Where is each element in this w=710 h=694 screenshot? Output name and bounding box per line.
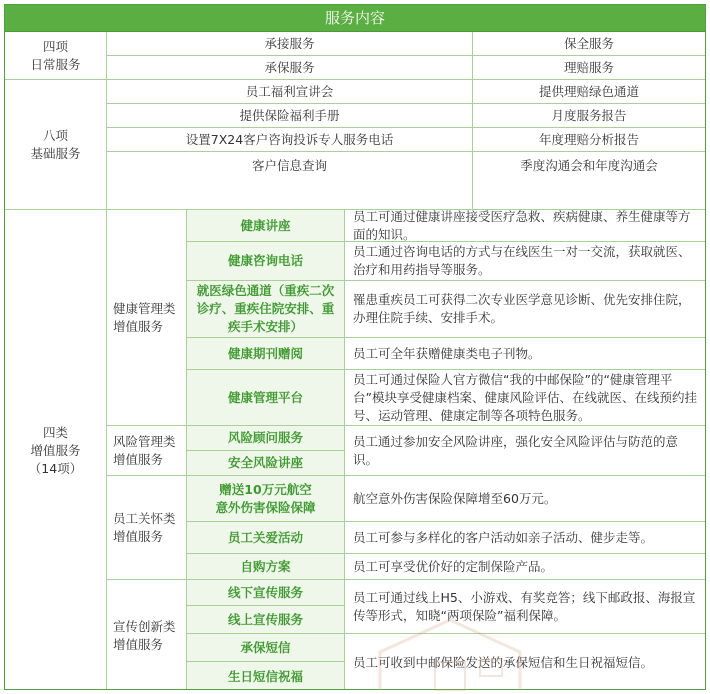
service-name: 健康期刊赠阅 [187, 338, 345, 370]
care-category-line1: 员工关怀类 [113, 510, 176, 526]
service-name: 线下宣传服务 [187, 580, 345, 606]
service-name: 风险顾问服务 [187, 426, 345, 451]
service-desc: 员工可全年获赠健康类电子刊物。 [345, 338, 705, 370]
service-desc: 员工可参与多样化的客户活动如亲子活动、健步走等。 [345, 522, 705, 554]
basic-item: 提供理赔绿色通道 [473, 80, 705, 104]
service-name: 健康管理平台 [187, 370, 345, 426]
value-added-label [5, 210, 107, 690]
basic-item: 设置7X24客户咨询投诉专人服务电话 [107, 128, 473, 152]
service-name: 自购方案 [187, 554, 345, 580]
service-name: 安全风险讲座 [187, 451, 345, 476]
risk-category-line1: 风险管理类 [113, 433, 176, 449]
care-category-line2: 增值服务 [113, 528, 164, 544]
service-desc: 罹患重疾员工可获得二次专业医学意见诊断、优先安排住院，办理住院手续、安排手术。 [345, 281, 705, 338]
value-added-line3: （14项） [28, 460, 83, 476]
service-name: 线上宣传服务 [187, 606, 345, 634]
risk-category-line2: 增值服务 [113, 451, 164, 467]
basic-item: 提供保险福利手册 [107, 104, 473, 128]
promo-category-line2: 增值服务 [113, 636, 164, 652]
service-desc: 员工通过咨询电话的方式与在线医生一对一交流，获取就医、治疗和用药指导等服务。 [345, 242, 705, 281]
basic-services-label [5, 80, 107, 210]
value-added-line1: 四类 [42, 424, 68, 440]
basic-label-line1: 八项 [42, 127, 68, 143]
service-name: 承保短信 [187, 634, 345, 662]
daily-label-line2: 日常服务 [30, 56, 81, 72]
risk-category [107, 426, 187, 476]
daily-services-label [5, 32, 107, 80]
basic-item: 员工福利宣讲会 [107, 80, 473, 104]
service-desc: 员工可通过线上H5、小游戏、有奖竞答；线下邮政报、海报宣传等形式，知晓“两项保险”福利保障。 [345, 580, 705, 634]
service-table [4, 4, 706, 690]
health-category [107, 210, 187, 426]
service-name: 健康讲座 [187, 210, 345, 242]
promo-category-line1: 宣传创新类 [113, 618, 176, 634]
health-category-line1: 健康管理类 [113, 300, 176, 316]
service-name: 生日短信祝福 [187, 662, 345, 690]
table-title: 服务内容 [5, 5, 705, 32]
care-category [107, 476, 187, 580]
daily-label-line1: 四项 [42, 38, 68, 54]
service-name: 员工关爱活动 [187, 522, 345, 554]
service-desc: 航空意外伤害保险保障增至60万元。 [345, 476, 705, 522]
service-desc: 员工通过参加安全风险讲座，强化安全风险评估与防范的意识。 [345, 426, 705, 476]
promo-category [107, 580, 187, 690]
daily-item: 承接服务 [107, 32, 473, 56]
service-name-line2: 意外伤害保险保障 [215, 499, 316, 515]
service-desc: 员工可通过健康讲座接受医疗急救、疾病健康、养生健康等方面的知识。 [345, 210, 705, 242]
basic-item: 月度服务报告 [473, 104, 705, 128]
service-name: 就医绿色通道（重疾二次诊疗、重疾住院安排、重疾手术安排） [187, 281, 345, 338]
basic-label-line2: 基础服务 [30, 145, 81, 161]
service-name [187, 476, 345, 522]
service-name-line1: 赠送10万元航空 [219, 481, 312, 497]
health-category-line2: 增值服务 [113, 318, 164, 334]
basic-item: 客户信息查询 [107, 152, 473, 210]
daily-item: 承保服务 [107, 56, 473, 80]
basic-item: 季度沟通会和年度沟通会 [473, 152, 705, 210]
basic-item: 年度理赔分析报告 [473, 128, 705, 152]
daily-item: 保全服务 [473, 32, 705, 56]
service-desc: 员工可享受优价好的定制保险产品。 [345, 554, 705, 580]
service-name: 健康咨询电话 [187, 242, 345, 281]
service-desc: 员工可通过保险人官方微信“我的中邮保险”的“健康管理平台”模块享受健康档案、健康风险评估、在线就医、在线预约挂号、运动管理、健康定制等各项特色服务。 [345, 370, 705, 426]
value-added-line2: 增值服务 [30, 442, 81, 458]
daily-item: 理赔服务 [473, 56, 705, 80]
service-desc: 员工可收到中邮保险发送的承保短信和生日祝福短信。 [353, 654, 654, 670]
